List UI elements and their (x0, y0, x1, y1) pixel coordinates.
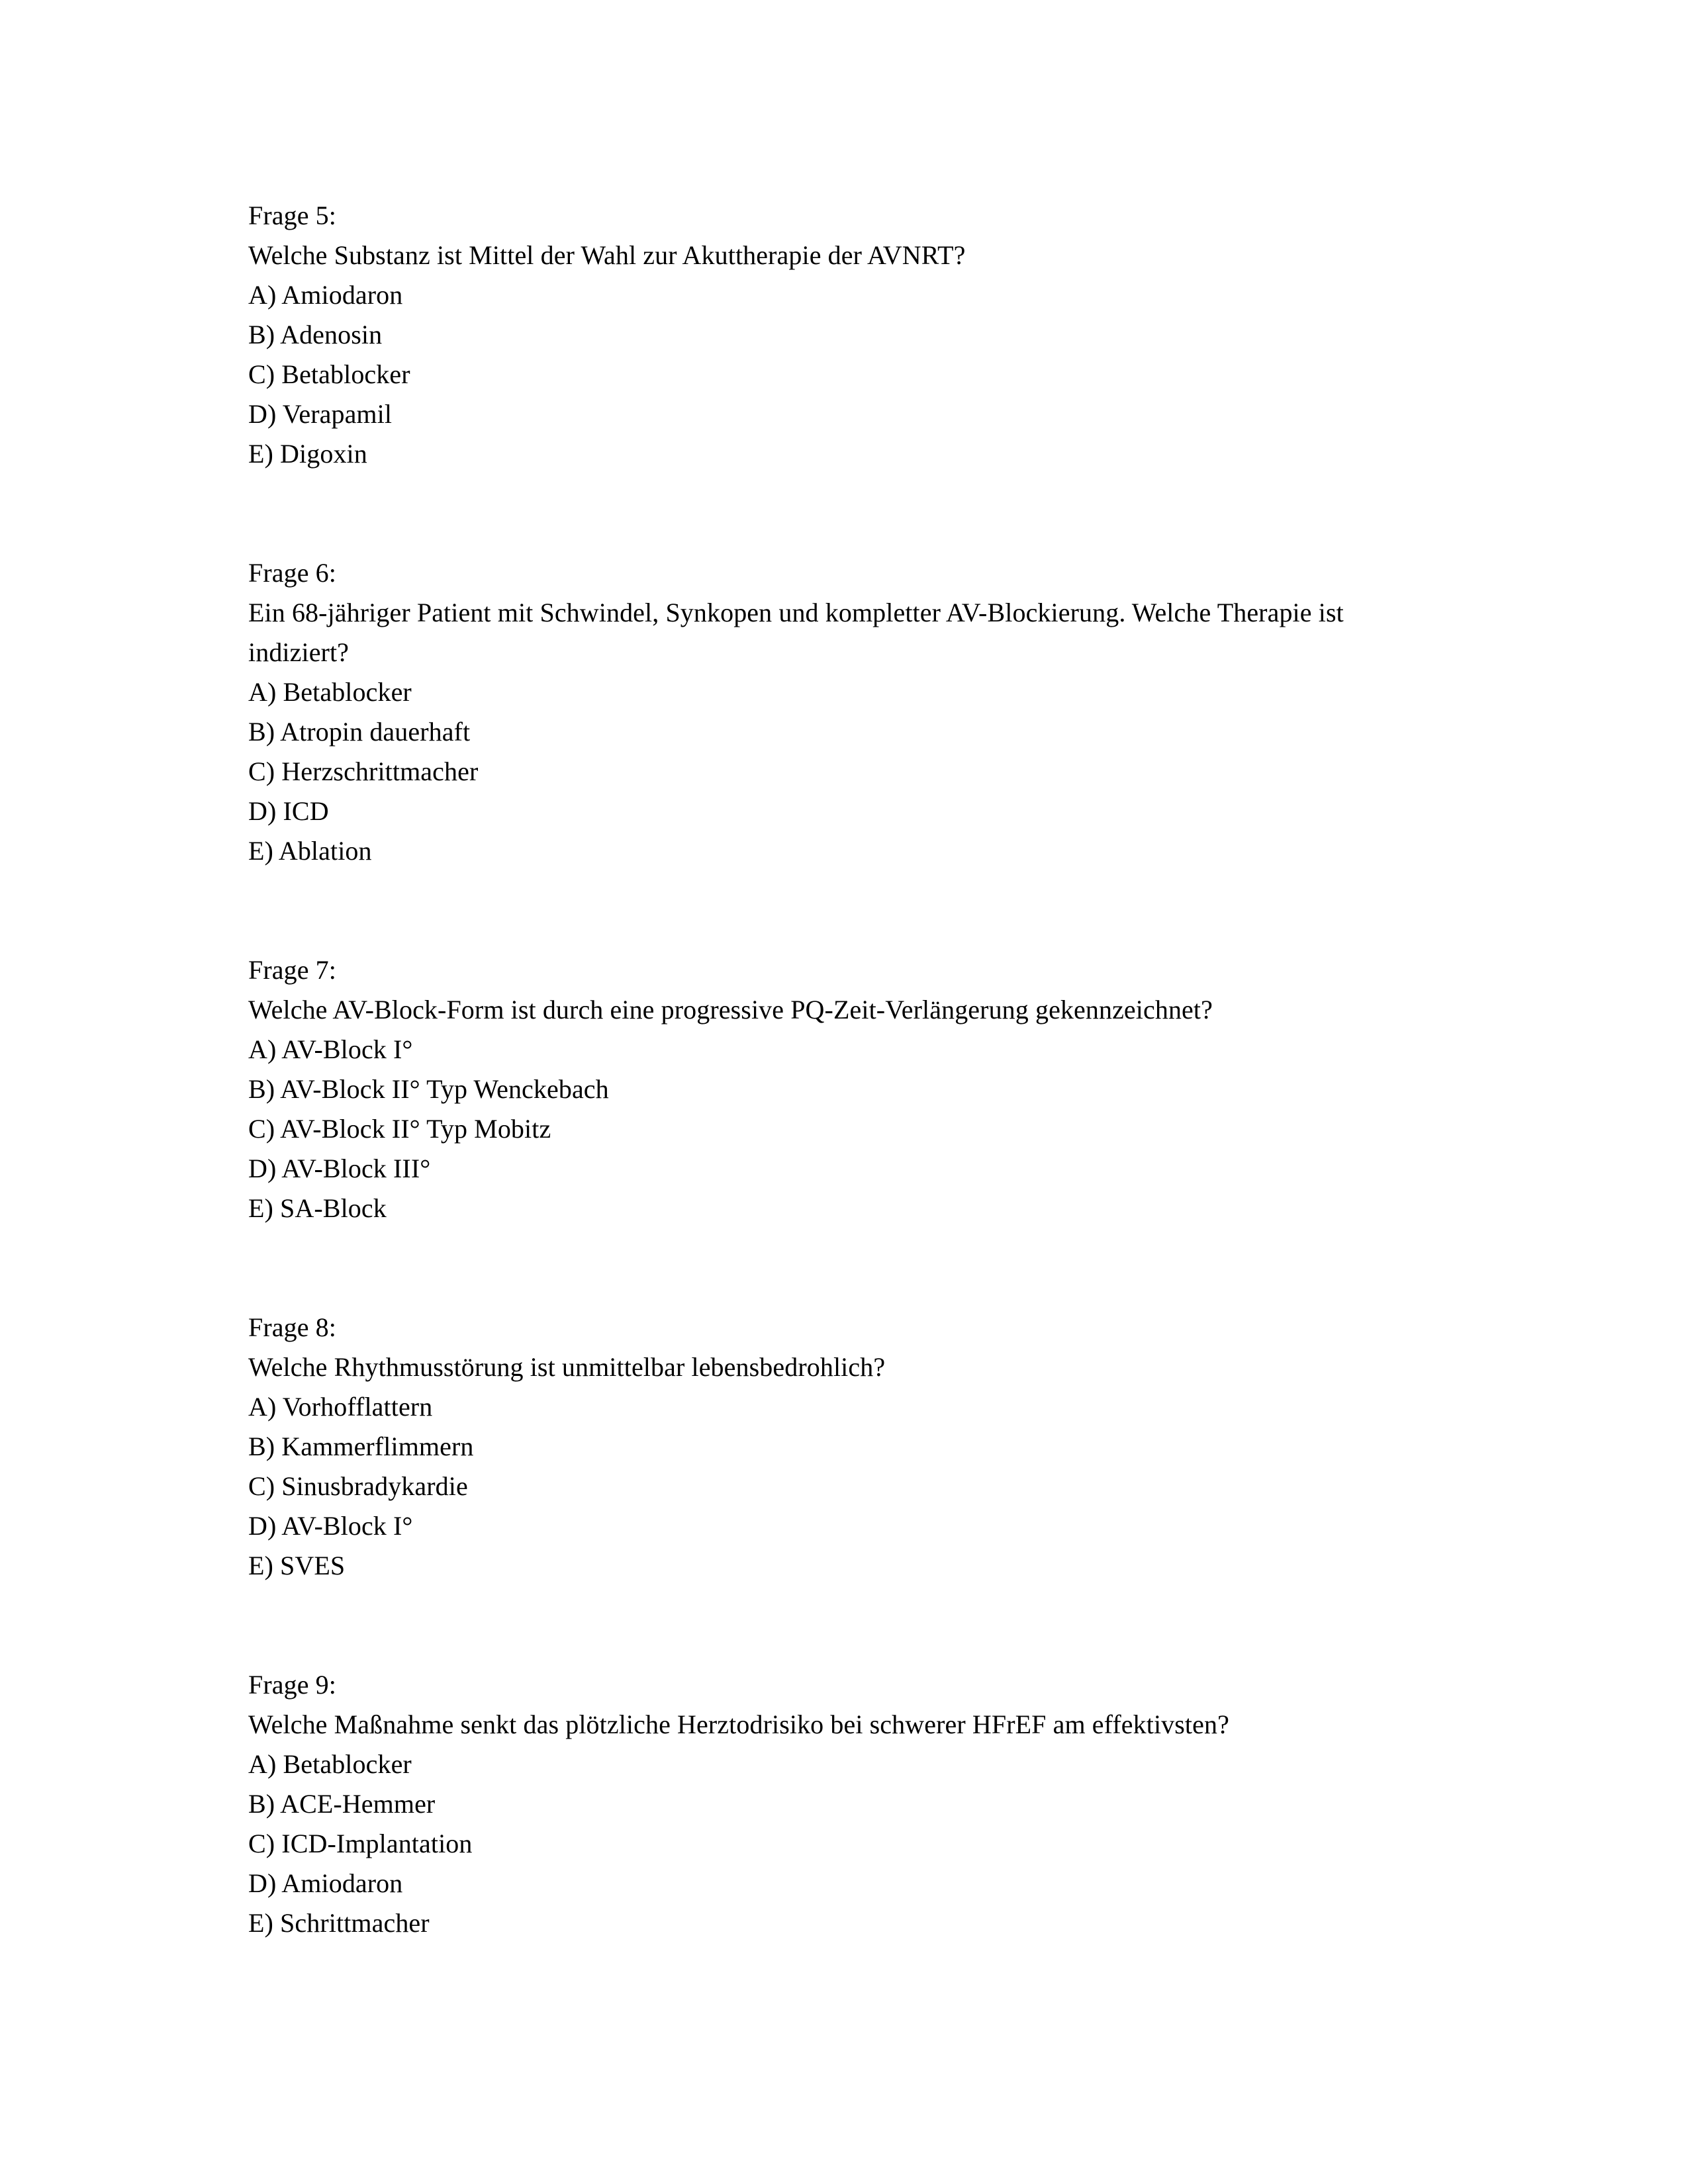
question-block (248, 196, 1440, 474)
answer-option-b[interactable]: B) Atropin dauerhaft (248, 717, 471, 747)
answer-option-c[interactable]: C) Herzschrittmacher (248, 756, 479, 786)
answer-option-e[interactable]: E) Digoxin (248, 439, 367, 469)
answer-option-e[interactable]: E) Schrittmacher (248, 1908, 430, 1938)
question-block (248, 1308, 1440, 1586)
answer-option-d[interactable]: D) ICD (248, 796, 329, 826)
answer-option-b[interactable]: B) Adenosin (248, 320, 383, 349)
answer-option-b[interactable]: B) ACE-Hemmer (248, 1789, 436, 1819)
question-block (248, 553, 1440, 871)
question-stem: Welche Rhythmusstörung ist unmittelbar lebensbedrohlich? (248, 1352, 886, 1382)
answer-option-b[interactable]: B) AV-Block II° Typ Wenckebach (248, 1074, 609, 1104)
answer-option-d[interactable]: D) AV-Block I° (248, 1511, 413, 1541)
answer-option-a[interactable]: A) Amiodaron (248, 280, 403, 310)
answer-option-e[interactable]: E) SVES (248, 1551, 346, 1580)
answer-option-c[interactable]: C) Sinusbradykardie (248, 1471, 468, 1501)
question-stem: Welche Maßnahme senkt das plötzliche Herztodrisiko bei schwerer HFrEF am effektivsten? (248, 1709, 1229, 1739)
question-block (248, 1665, 1440, 1943)
question-label: Frage 9: (248, 1670, 336, 1700)
question-stem: Welche AV-Block-Form ist durch eine progressive PQ-Zeit-Verlängerung gekennzeichnet? (248, 995, 1213, 1024)
answer-option-d[interactable]: D) Amiodaron (248, 1868, 403, 1898)
answer-option-c[interactable]: C) ICD-Implantation (248, 1829, 473, 1858)
answer-option-c[interactable]: C) Betablocker (248, 359, 410, 389)
question-stem: Ein 68-jähriger Patient mit Schwindel, Synkopen und kompletter AV-Blockierung. Welche Therapie ist indiziert? (248, 598, 1350, 667)
answer-option-a[interactable]: A) Vorhofflattern (248, 1392, 433, 1422)
answer-option-b[interactable]: B) Kammerflimmern (248, 1432, 474, 1461)
question-label: Frage 5: (248, 201, 336, 230)
answer-option-a[interactable]: A) AV-Block I° (248, 1034, 413, 1064)
question-label: Frage 6: (248, 558, 336, 588)
answer-option-e[interactable]: E) SA-Block (248, 1193, 387, 1223)
answer-option-e[interactable]: E) Ablation (248, 836, 372, 866)
question-block (248, 950, 1440, 1228)
question-label: Frage 8: (248, 1312, 336, 1342)
answer-option-c[interactable]: C) AV-Block II° Typ Mobitz (248, 1114, 551, 1144)
document-body (248, 196, 1440, 1943)
question-stem: Welche Substanz ist Mittel der Wahl zur Akuttherapie der AVNRT? (248, 240, 966, 270)
question-label: Frage 7: (248, 955, 336, 985)
answer-option-a[interactable]: A) Betablocker (248, 1749, 412, 1779)
answer-option-d[interactable]: D) Verapamil (248, 399, 393, 429)
answer-option-a[interactable]: A) Betablocker (248, 677, 412, 707)
answer-option-d[interactable]: D) AV-Block III° (248, 1154, 431, 1183)
